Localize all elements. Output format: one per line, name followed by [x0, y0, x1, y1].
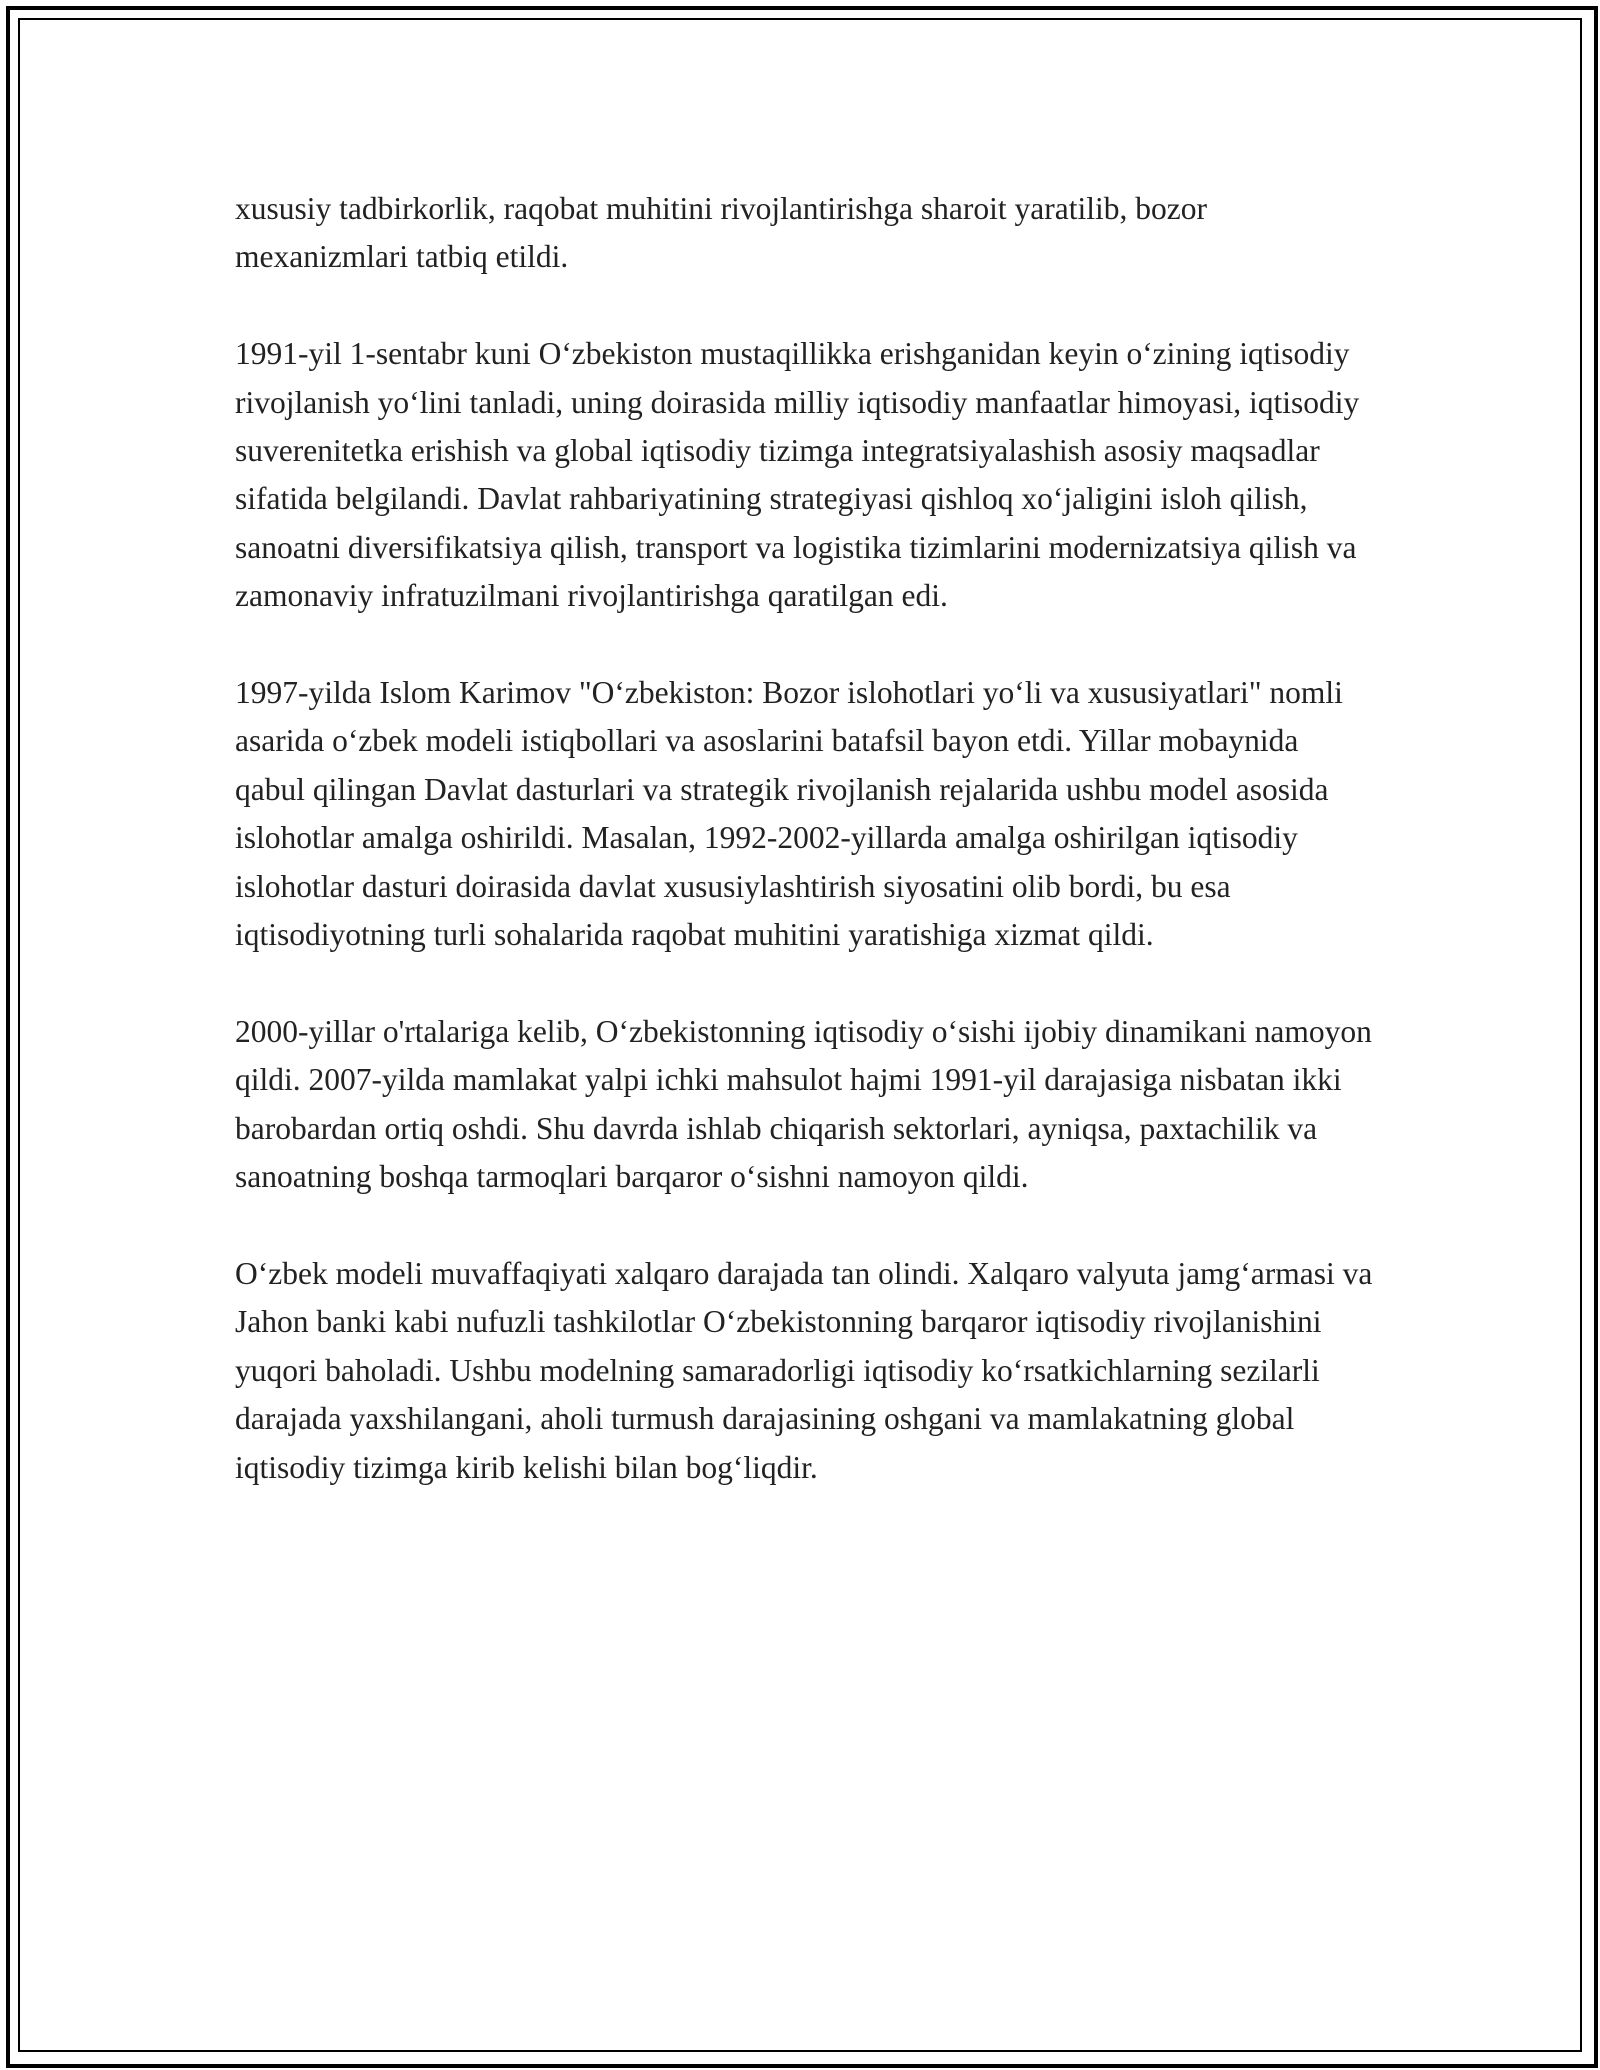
paragraph-5: O‘zbek modeli muvaffaqiyati xalqaro darajada tan olindi. Xalqaro valyuta jamg‘armasi va Jahon banki kabi nufuzli tashkilotlar O‘zbekistonning barqaror iqtisodiy rivojlanishini yuqori baholadi. Ushbu modelning samaradorligi iqtisodiy ko‘rsatkichlarning sezilarli darajada yaxshilangani, aholi turmush darajasining oshgani va mamlakatning global iqtisodiy tizimga kirib kelishi bilan bog‘liqdir.: [235, 1255, 1373, 1485]
document-body: [235, 185, 1375, 1540]
paragraph-1: xususiy tadbirkorlik, raqobat muhitini rivojlantirishga sharoit yaratilib, bozor mexanizmlari tatbiq etildi.: [235, 191, 1207, 275]
paragraph-3: 1997-yilda Islom Karimov "O‘zbekiston: Bozor islohotlari yo‘li va xususiyatlari" nomli asarida o‘zbek modeli istiqbollari va asoslarini batafsil bayon etdi. Yillar mobaynida qabul qilingan Davlat dasturlari va strategik rivojlanish rejalarida ushbu model asosida islohotlar amalga oshirildi. Masalan, 1992-2002-yillarda amalga oshirilgan iqtisodiy islohotlar dasturi doirasida davlat xususiylashtirish siyosatini olib bordi, bu esa iqtisodiyotning turli sohalarida raqobat muhitini yaratishiga xizmat qildi.: [235, 675, 1343, 953]
paragraph-2: 1991-yil 1-sentabr kuni O‘zbekiston mustaqillikka erishganidan keyin o‘zining iqtisodiy rivojlanish yo‘lini tanladi, uning doirasida milliy iqtisodiy manfaatlar himoyasi, iqtisodiy suverenitetka erishish va global iqtisodiy tizimga integratsiyalashish asosiy maqsadlar sifatida belgilandi. Davlat rahbariyatining strategiyasi qishloq xo‘jaligini isloh qilish, sanoatni diversifikatsiya qilish, transport va logistika tizimlarini modernizatsiya qilish va zamonaviy infratuzilmani rivojlantirishga qaratilgan edi.: [235, 336, 1360, 614]
paragraph-4: 2000-yillar o'rtalariga kelib, O‘zbekistonning iqtisodiy o‘sishi ijobiy dinamikani namoyon qildi. 2007-yilda mamlakat yalpi ichki mahsulot hajmi 1991-yil darajasiga nisbatan ikki barobardan ortiq oshdi. Shu davrda ishlab chiqarish sektorlari, ayniqsa, paxtachilik va sanoatning boshqa tarmoqlari barqaror o‘sishni namoyon qildi.: [235, 1013, 1372, 1195]
